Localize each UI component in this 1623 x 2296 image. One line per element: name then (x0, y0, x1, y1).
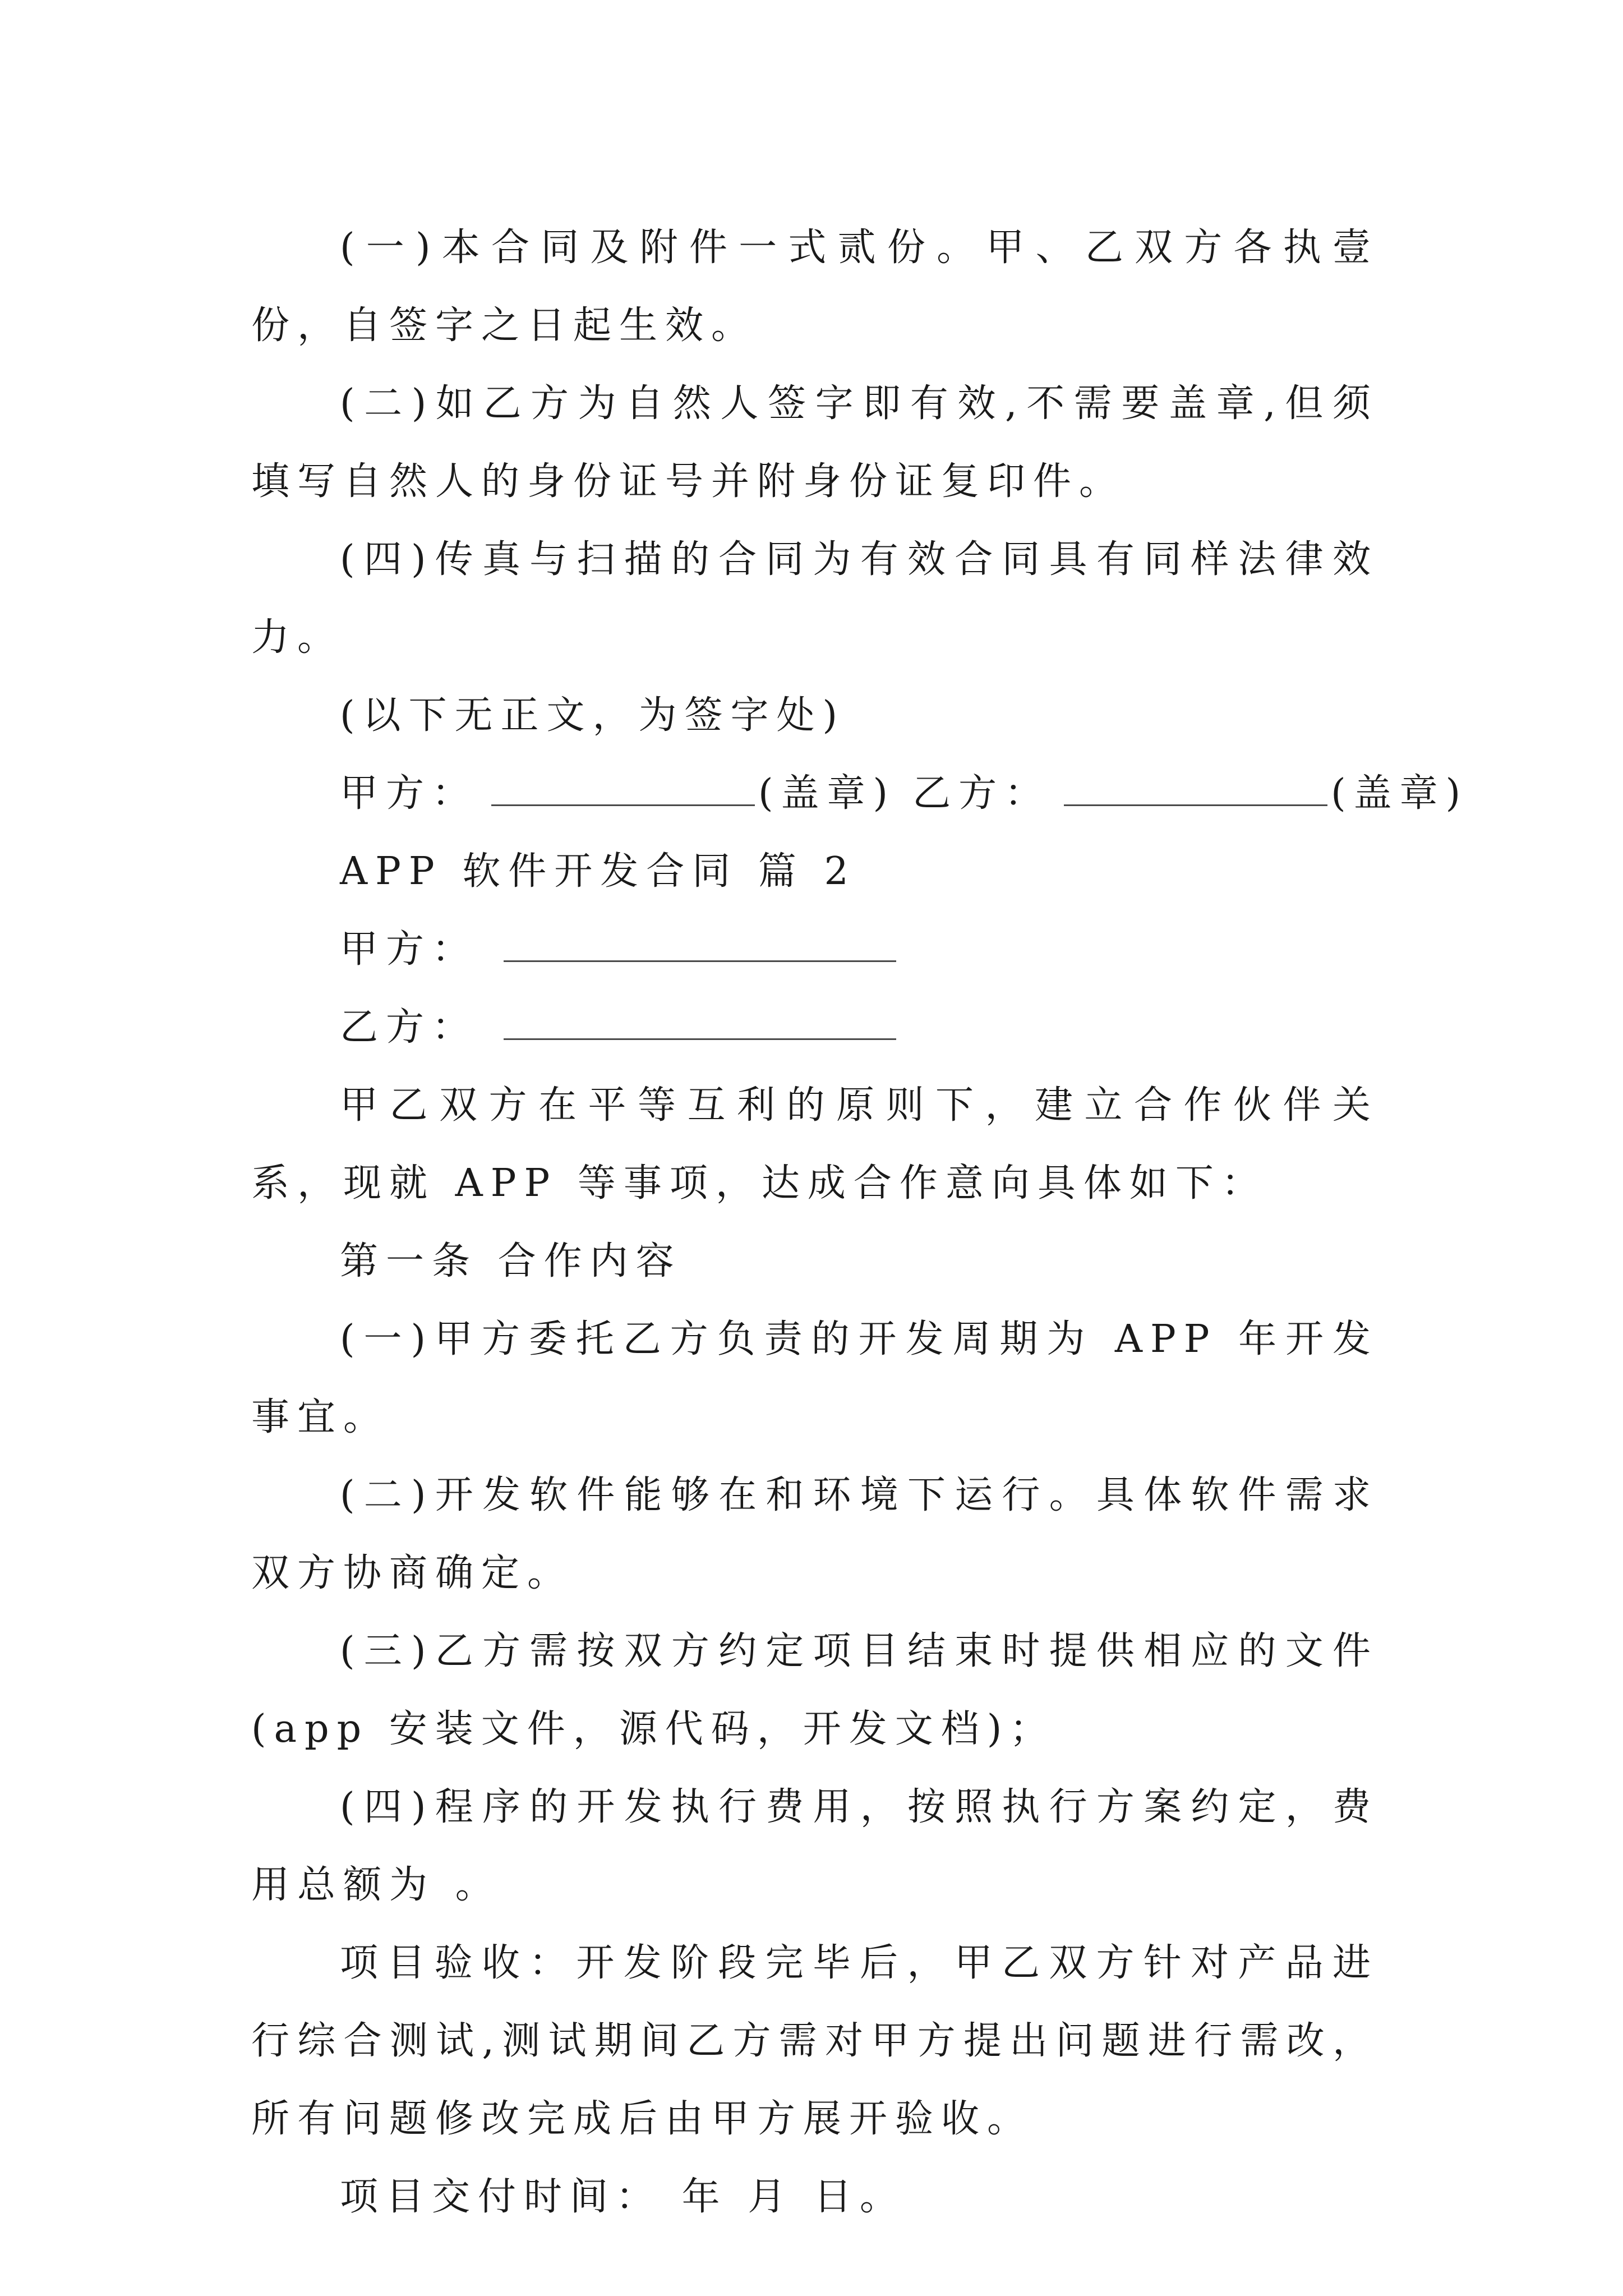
party-b-label: 乙方： (912, 771, 1051, 816)
party-a-name-label: 甲方： (340, 927, 478, 972)
paragraph-item-4: (四)程序的开发执行费用，按照执行方案约定，费用总额为 。 (251, 1785, 1378, 1907)
party-b-name-blank (504, 999, 896, 1040)
paragraph-item-3: (三)乙方需按双方约定项目结束时提供相应的文件(app 安装文件，源代码，开发文档)； (251, 1629, 1378, 1751)
paragraph-delivery: 项目交付时间： 年 月 日。 (340, 2175, 906, 2219)
paragraph-fax-scan: (四)传真与扫描的合同为有效合同具有同样法律效力。 (251, 537, 1378, 660)
party-a-label: 甲方： (340, 771, 478, 816)
party-a-signature-blank (491, 765, 755, 806)
article-1-heading: 第一条 合作内容 (340, 1239, 682, 1283)
paragraph-acceptance: 项目验收：开发阶段完毕后，甲乙双方针对产品进行综合测试,测试期间乙方需对甲方提出问题进行需改，所有问题修改完成后由甲方展开验收。 (251, 1941, 1378, 2141)
paragraph-no-text-below: (以下无正文，为签字处) (340, 693, 846, 738)
party-a-line (251, 910, 1378, 988)
paragraph-intro: 甲乙双方在平等互利的原则下，建立合作伙伴关系，现就 APP 等事项，达成合作意向具体如下： (251, 1083, 1378, 1205)
party-a-name-blank (504, 921, 896, 962)
signature-line (251, 754, 1469, 832)
party-b-signature-blank (1064, 765, 1327, 806)
party-b-name-label: 乙方： (340, 1005, 478, 1050)
section-title: APP 软件开发合同 篇 2 (340, 849, 856, 894)
paragraph-copies-effective: (一)本合同及附件一式贰份。甲、乙双方各执壹份，自签字之日起生效。 (251, 226, 1378, 348)
party-b-seal: (盖章) (1331, 771, 1469, 816)
party-a-seal: (盖章) (758, 771, 896, 816)
document-body (251, 209, 1469, 2236)
paragraph-item-1: (一)甲方委托乙方负责的开发周期为 APP 年开发事宜。 (251, 1317, 1378, 1439)
paragraph-natural-person: (二)如乙方为自然人签字即有效,不需要盖章,但须填写自然人的身份证号并附身份证复印件。 (251, 381, 1378, 504)
paragraph-item-2: (二)开发软件能够在和环境下运行。具体软件需求双方协商确定。 (251, 1473, 1378, 1595)
party-b-line (251, 988, 1378, 1066)
